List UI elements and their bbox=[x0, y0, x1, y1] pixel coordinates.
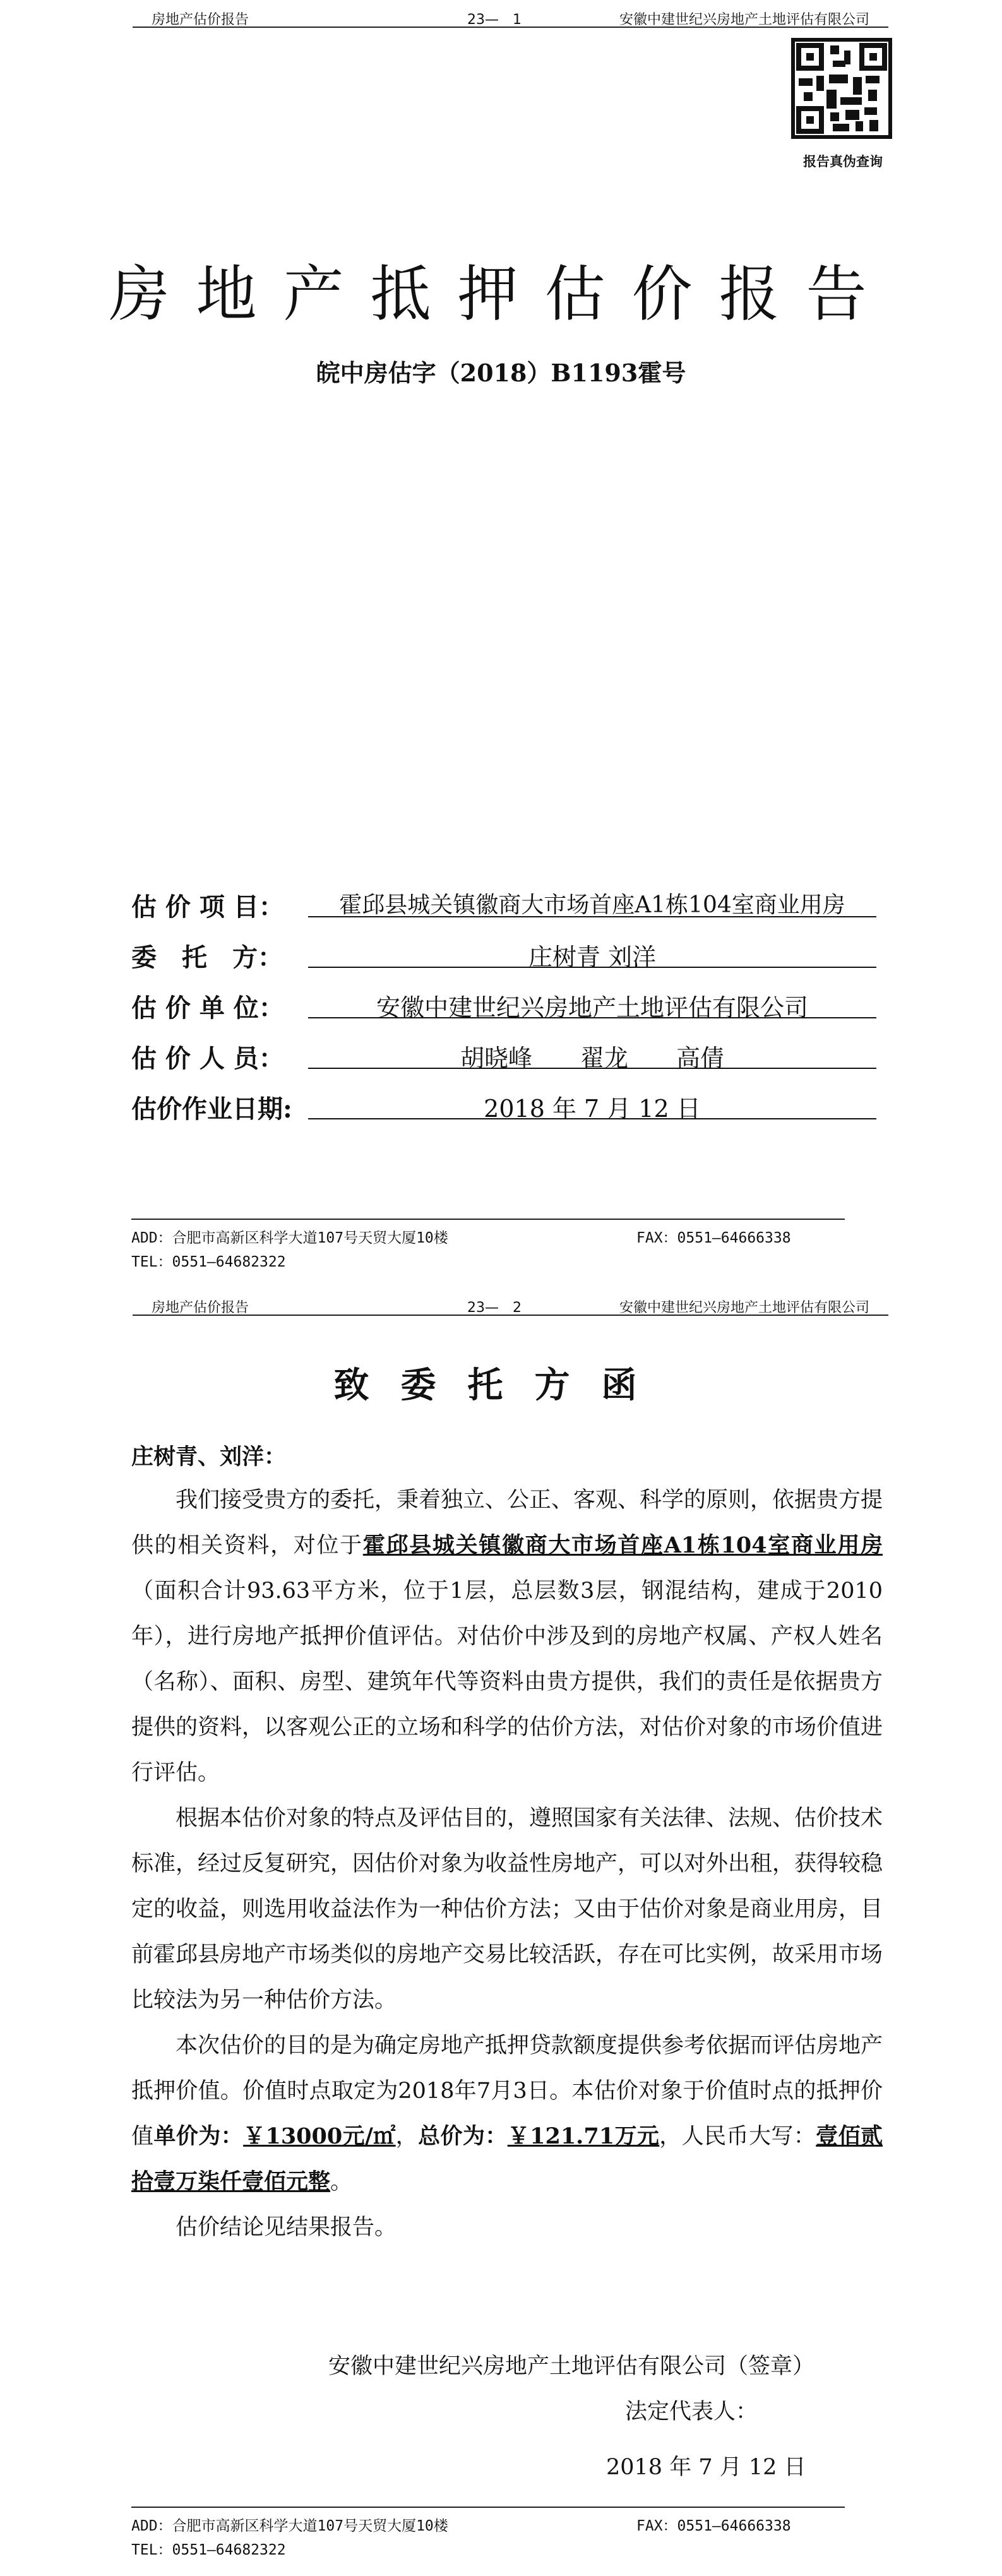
header-report-type: 房地产估价报告 bbox=[152, 12, 249, 28]
salutation: 庄树青、刘洋： bbox=[131, 1444, 287, 1470]
field-label: 估价作业日期: bbox=[131, 1094, 292, 1124]
sign-company: 安徽中建世纪兴房地产土地评估有限公司（签章） bbox=[328, 2354, 815, 2379]
header-page-number: 23— 1 bbox=[467, 12, 522, 28]
footer-tel: TEL：0551—64682322 bbox=[131, 1254, 286, 1270]
text: 本次估价的目的是为确定房地产抵押贷款额度提供参考依据而评估房地产抵押价值。价值时点取定为2018年7月3日。本估价对象于价值时点的抵押价值 bbox=[131, 2033, 883, 2149]
qr-caption: 报告真伪查询 bbox=[803, 154, 883, 169]
letter-body bbox=[131, 1477, 883, 2250]
report-title: 房地产抵押估价报告 bbox=[109, 259, 893, 330]
field-row bbox=[131, 938, 889, 988]
total-price-label: 总价为： bbox=[418, 2123, 508, 2149]
text: 估价结论见结果报告。 bbox=[176, 2215, 397, 2240]
qr-code-icon[interactable] bbox=[791, 38, 892, 139]
field-row bbox=[131, 887, 889, 938]
letter-page bbox=[0, 1288, 1002, 2576]
paragraph bbox=[131, 2205, 883, 2250]
footer-fax: FAX：0551—64666338 bbox=[636, 1230, 791, 1246]
sign-representative: 法定代表人： bbox=[625, 2399, 758, 2424]
header-company: 安徽中建世纪兴房地产土地评估有限公司 bbox=[619, 1300, 869, 1316]
field-label: 估 价 人 员： bbox=[131, 1044, 284, 1073]
paragraph bbox=[131, 1477, 883, 1796]
report-number: 皖中房估字（2018）B1193霍号 bbox=[316, 359, 686, 387]
footer-address: ADD：合肥市高新区科学大道107号天贸大厦10楼 bbox=[131, 2518, 448, 2534]
page-header bbox=[133, 1293, 888, 1316]
field-label: 委 托 方： bbox=[131, 943, 283, 972]
field-value: 2018 年 7 月 12 日 bbox=[308, 1089, 876, 1119]
paragraph: 本次估价的目的是为确定房地产抵押贷款额度提供参考依据而评估房地产抵押价值。价值时点取定为2018年7月3日。本估价对象于价值时点的抵押价值单价为：￥13000元/㎡，总价为：￥121.71万元，人民币大写：壹佰贰拾壹万柒仟壹佰元整。 bbox=[131, 2033, 883, 2195]
header-report-type: 房地产估价报告 bbox=[152, 1300, 249, 1316]
footer-tel: TEL：0551—64682322 bbox=[131, 2542, 286, 2558]
field-value: 霍邱县城关镇徽商大市场首座A1栋104室商业用房 bbox=[308, 887, 876, 917]
field-label: 估 价 单 位： bbox=[131, 993, 284, 1023]
field-value: 胡晓峰 翟龙 高倩 bbox=[308, 1039, 876, 1069]
footer-address: ADD：合肥市高新区科学大道107号天贸大厦10楼 bbox=[131, 1230, 448, 1246]
total-price-value: ￥121.71万元 bbox=[507, 2123, 660, 2149]
unit-price-value: ￥13000元/㎡ bbox=[243, 2123, 396, 2149]
header-company: 安徽中建世纪兴房地产土地评估有限公司 bbox=[619, 12, 869, 28]
field-value: 安徽中建世纪兴房地产土地评估有限公司 bbox=[308, 988, 876, 1018]
letter-title: 致委托方函 bbox=[333, 1364, 669, 1406]
field-row bbox=[131, 988, 889, 1039]
paragraph bbox=[131, 1796, 883, 2023]
text: 人民币大写： bbox=[681, 2124, 816, 2149]
page-header bbox=[133, 5, 888, 28]
text: 根据本估价对象的特点及评估目的，遵照国家有关法律、法规、估价技术标准，经过反复研究，因估价对象为收益性房地产，可以对外出租，获得较稳定的收益，则选用收益法作为一种估价方法；又由于估价对象是商业用房，目前霍邱县房地产市场类似的房地产交易比较活跃，存在可比实例，故采用市场比较法为另一种估价方法。 bbox=[131, 1806, 883, 2013]
text: 我们接受贵方的委托，秉着独立、公正、客观、科学的原则，依据贵方提供的相关资料，对位于 bbox=[131, 1488, 883, 1558]
field-label: 估 价 项 目： bbox=[131, 892, 284, 922]
text: （面积合计93.63平方米，位于1层，总层数3层，钢混结构，建成于2010年），进行房地产抵押价值评估。对估价中涉及到的房地产权属、产权人姓名（名称）、面积、房型、建筑年代等资料由贵方提供，我们的责任是依据贵方提供的资料，以客观公正的立场和科学的估价方法，对估价对象的市场价值进行评估。 bbox=[131, 1578, 883, 1786]
unit-price-label: 单价为： bbox=[153, 2123, 244, 2149]
footer-divider bbox=[131, 1219, 845, 1220]
text: 。 bbox=[330, 2169, 353, 2195]
cover-fields bbox=[131, 887, 889, 1140]
field-row bbox=[131, 1039, 889, 1089]
footer-fax: FAX：0551—64666338 bbox=[636, 2518, 791, 2534]
footer-divider bbox=[131, 2507, 845, 2508]
property-location: 霍邱县城关镇徽商大市场首座A1栋104室商业用房 bbox=[362, 1532, 883, 1558]
total-price-capitals: 壹佰贰拾壹万柒仟壹佰元整 bbox=[131, 2123, 883, 2195]
field-value: 庄树青 刘洋 bbox=[308, 938, 876, 968]
header-page-number: 23— 2 bbox=[467, 1300, 522, 1316]
field-row bbox=[131, 1089, 889, 1140]
sign-date: 2018 年 7 月 12 日 bbox=[606, 2455, 806, 2480]
